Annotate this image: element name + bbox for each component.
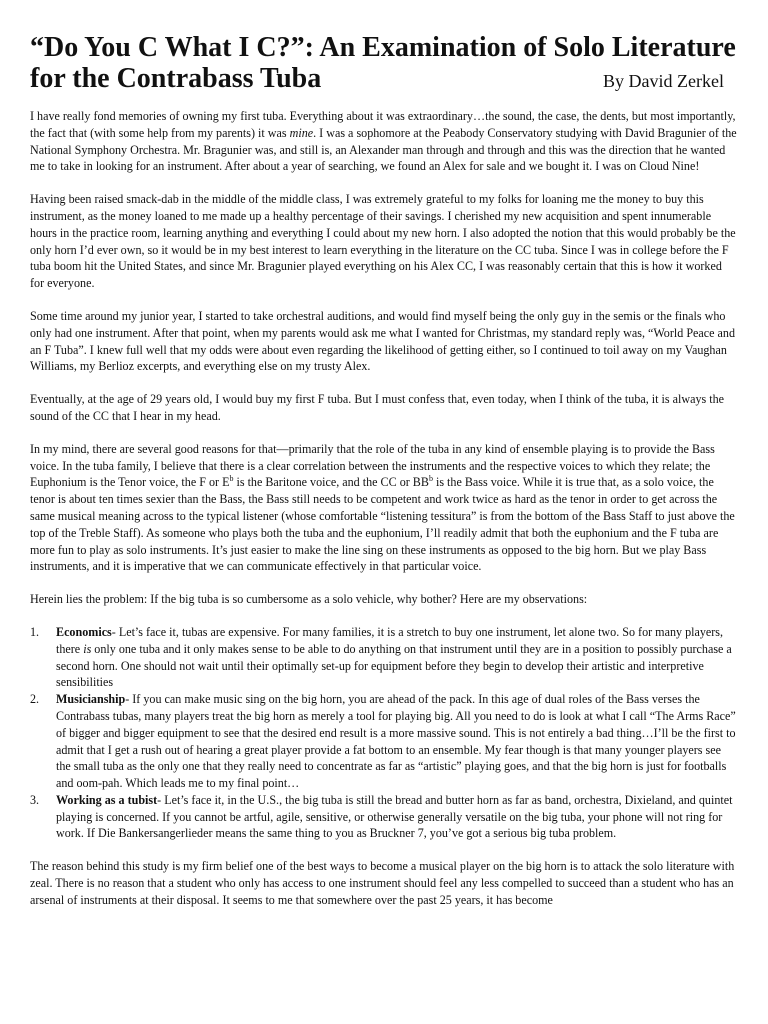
list-item-text-a: - If you can make music sing on the big horn, you are ahead of the pack. In this age of dual roles of the Bass verses the Contrabass tubas, many players treat the big horn as merely a tool for playing big. All you need to do is look at what I call “The Arms Race” of bigger and bigger equipment to see that the desired end result is a more massive sound. This is not entirely a bad thing…I’ll be the first to admit that I get a rush out of hearing a great player provide a fat bottom to an ensemble. My fear though is that many younger players see the small tuba as the only one that they really need to concentrate as far as “artistic” playing goes, and that the big horn is just for footballs and oom-pah. Which leads me to my final point… xyxy=(56,692,736,791)
paragraph-5-text-a: In my mind, there are several good reasons for that—primarily that the role of the tuba in any kind of ensemble playing is to provide the Bass voice. In the tuba family, I believe that there is a clear correlation between the instruments and the respective voices to which they relate; the Euphonium is the Tenor voice, the F or E xyxy=(30,441,715,490)
article-header xyxy=(30,32,738,94)
paragraph-1-emphasis: mine xyxy=(289,125,314,140)
paragraph-1-text-b: . I was a sophomore at the Peabody Conservatory studying with David Bragunier of the National Symphony Orchestra. Mr. Bragunier was, and still is, an Alexander man through and through and this was the direction that he wanted me to take in looking for an instrument. After about a year of searching, we found an Alex for sale and we bought it. I was on Cloud Nine! xyxy=(30,125,737,174)
list-item xyxy=(30,624,738,691)
paragraph-4: Eventually, at the age of 29 years old, I would buy my first F tuba. But I must confess that, even today, when I think of the tuba, it is always the sound of the CC that I hear in my head. xyxy=(30,392,725,423)
list-item-number: 1. xyxy=(30,624,40,639)
list-item xyxy=(30,691,738,792)
flat-superscript-1: b xyxy=(229,474,234,484)
paragraph-5-text-c: is the Bass voice. While it is true that, as a solo voice, the tenor is about ten times sexier than the Bass, the Bass still needs to be competent and work twice as hard as the tenor in order to get across the same musical meaning across to the typical listener (whose comfortable “listening tessitura” is from the bottom of the Bass Staff to just above the top of the Treble Staff). As someone who plays both the tuba and the euphonium, I’ll readily admit that both the euphonium and the F tuba are more fun to play as solo instruments. It’s just easier to make the line sing on these instruments as opposed to the big horn. But we play Bass instruments, and it is imperative that we can communicate effectively in that particular voice. xyxy=(30,475,735,574)
list-item-emphasis: is xyxy=(83,641,92,656)
list-item-lead: Musicianship xyxy=(56,692,126,707)
flat-superscript-2: b xyxy=(428,474,433,484)
paragraph-1-text-a: I have really fond memories of owning my first tuba. Everything about it was extraordinary…the sound, the case, the dents, but most importantly, the fact that (with some help from my parents) it was xyxy=(30,109,736,140)
list-item-text-a: - Let’s face it, in the U.S., the big tuba is still the bread and butter horn as far as band, orchestra, Dixieland, and quintet playing is concerned. If you cannot be artful, agile, sensitive, or otherwise generally versatile on the big tuba, your phone will not ring for work. If Die Bankersangerlieder means the same thing to you as Bruckner 7, you’ve got a serious big tuba problem. xyxy=(56,792,733,841)
list-item-text-b: only one tuba and it only makes sense to be able to do anything on that instrument until they are in a position to possibly purchase a second horn. One should not wait until their optimally set-up for equipment before they begin to develop their artistic and interpretive sensibilities xyxy=(56,641,732,690)
observations-list xyxy=(30,624,738,842)
paragraph-6: Herein lies the problem: If the big tuba is so cumbersome as a solo vehicle, why bother? Here are my observations: xyxy=(30,592,588,607)
title-row-2 xyxy=(30,63,738,94)
list-item-number: 2. xyxy=(30,692,40,707)
paragraph-5-text-b: is the Baritone voice, and the CC or BB xyxy=(233,475,429,490)
paragraph-1 xyxy=(30,108,738,175)
list-item-lead: Economics xyxy=(56,624,112,639)
article-title-line-1: “Do You C What I C?”: An Examination of Solo Literature xyxy=(30,32,736,63)
paragraph-5 xyxy=(30,441,738,575)
paragraph-7: The reason behind this study is my firm belief one of the best ways to become a musical player on the big horn is to attack the solo literature with zeal. There is no reason that a student who only has access to one instrument should feel any less compelled to succeed than a student who has an arsenal of instruments at their disposal. It seems to me that somewhere over the past 25 years, it has become xyxy=(30,859,735,907)
paragraph-3: Some time around my junior year, I started to take orchestral auditions, and would find myself being the only guy in the semis or the finals who only had one instrument. After that point, when my parents would ask me what I wanted for Christmas, my standard reply was, “World Peace and an F Tuba”. I knew full well that my odds were about even regarding the likelihood of getting either, so I continued to toil away on my Vaughan Williams, my Berlioz excerpts, and everything else on my trusty Alex. xyxy=(30,308,735,374)
article-title-line-2: for the Contrabass Tuba xyxy=(30,63,322,94)
paragraph-2: Having been raised smack-dab in the middle of the middle class, I was extremely grateful to my folks for loaning me the money to buy this instrument, as the money loaned to me made up a healthy percentage of their savings. I cherished my new acquisition and spent innumerable hours in the practice room, learning anything and everything I could about my new horn. I also adopted the notion that this would probably be the only horn I’d ever own, so it would be in my best interest to learn everything in the literature on the CC tuba. Since I was in college before the F tuba boom hit the United States, and since Mr. Bragunier played everything on his Alex CC, I was reasonably certain that this is how it worked for everyone. xyxy=(30,192,736,291)
list-item-number: 3. xyxy=(30,792,40,807)
list-item xyxy=(30,792,738,842)
list-item-lead: Working as a tubist xyxy=(56,792,158,807)
list-item-text-a: - Let’s face it, tubas are expensive. For many families, it is a stretch to buy one instrument, let alone two. So for many players, there xyxy=(56,624,724,656)
author-byline: By David Zerkel xyxy=(603,71,724,91)
